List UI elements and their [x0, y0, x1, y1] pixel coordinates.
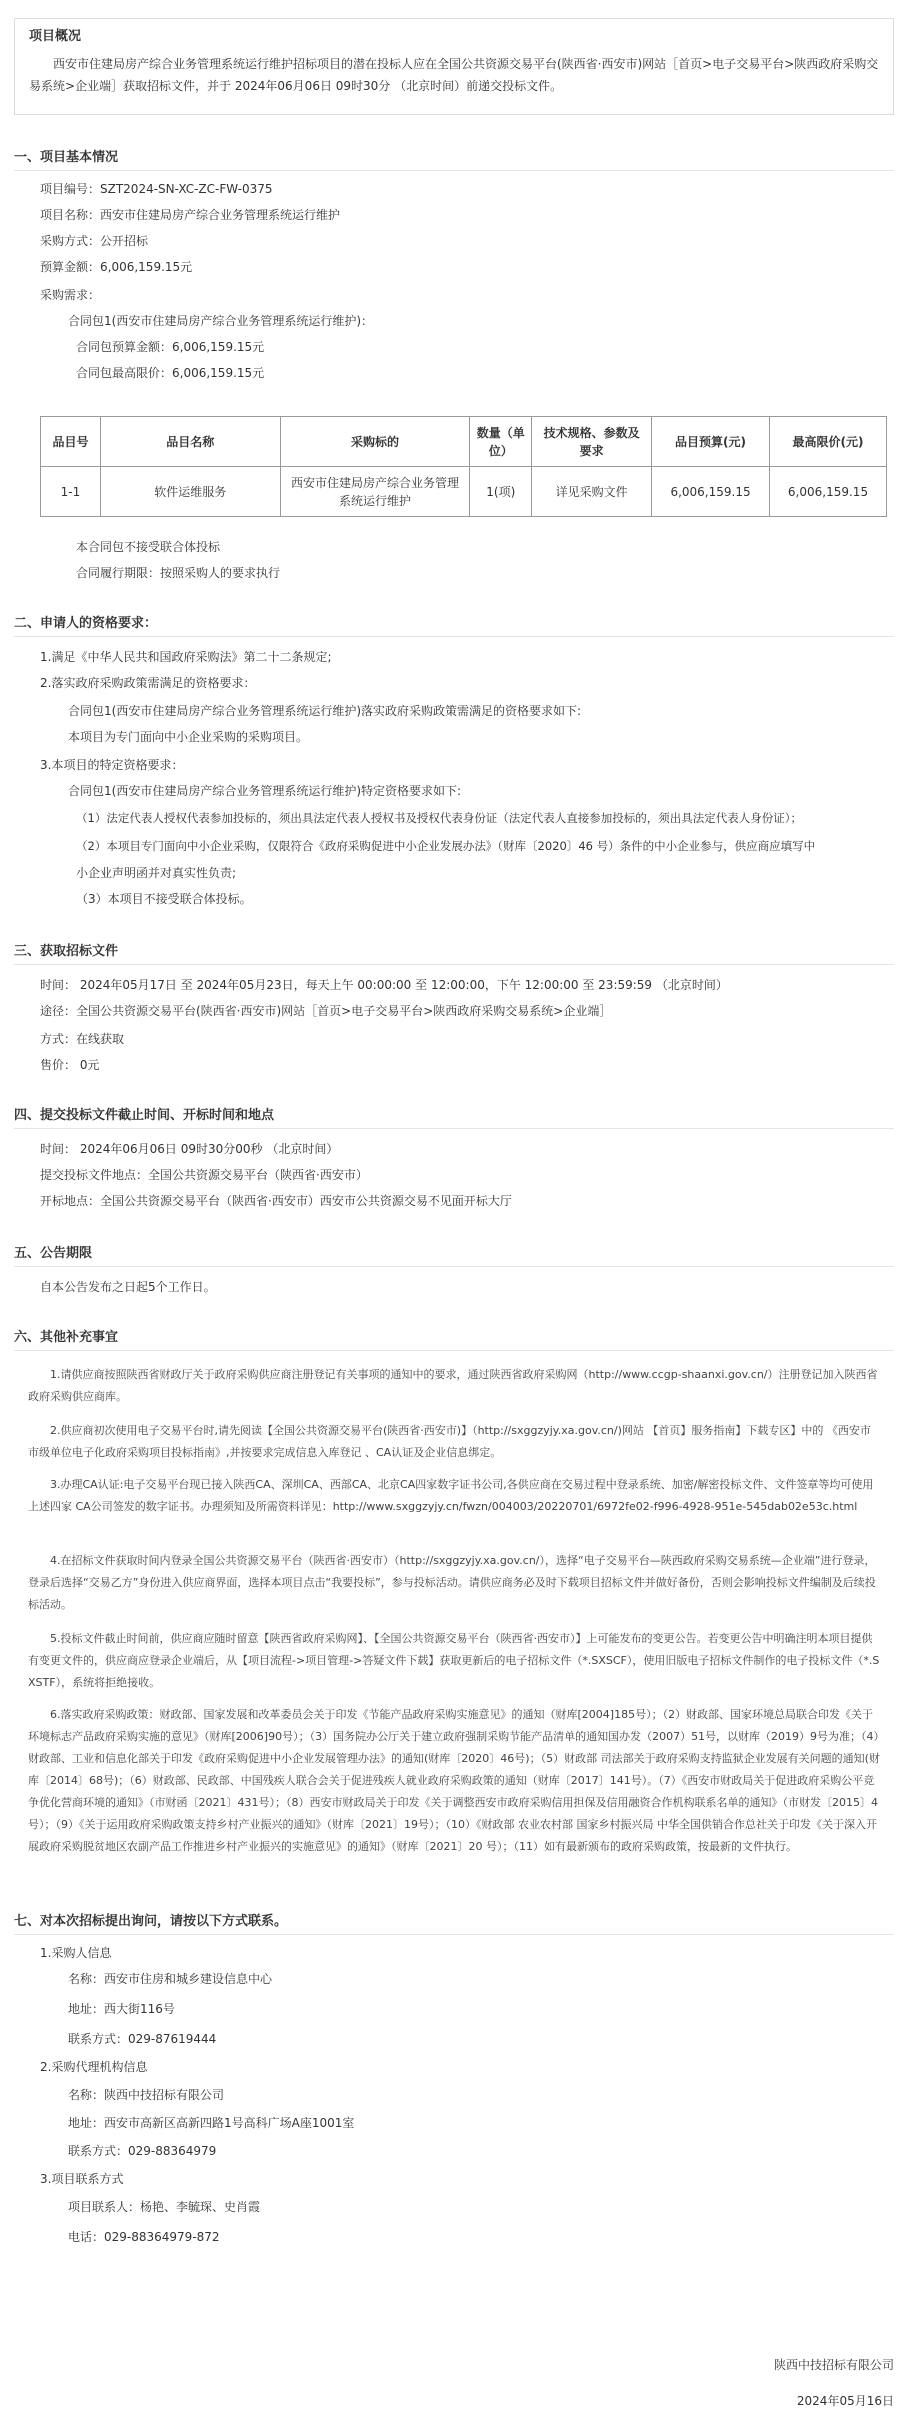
section-2-title: 二、申请人的资格要求： [14, 616, 158, 631]
section-divider [14, 1266, 894, 1267]
package-max-price: 合同包最高限价：6,006,159.15元 [76, 366, 265, 380]
qualification-item-3-b-line2: 小企业声明函并对真实性负责; [76, 866, 237, 880]
table-header: 品目预算(元) [652, 417, 770, 467]
opening-location: 开标地点：全国公共资源交易平台（陕西省·西安市）西安市公共资源交易不见面开标大厅 [40, 1194, 512, 1208]
qualification-item-2: 2.落实政府采购政策需满足的资格要求： [40, 676, 256, 690]
section-4-title: 四、提交投标文件截止时间、开标时间和地点 [14, 1108, 275, 1123]
qualification-item-3-c: （3）本项目不接受联合体投标。 [76, 892, 252, 906]
overview-title: 项目概况 [29, 29, 82, 44]
section-divider [14, 1128, 894, 1129]
supplement-item-1: 1.请供应商按照陕西省财政厅关于政府采购供应商注册登记有关事项的通知中的要求，通过陕西省政府采购网（http://www.ccgp-shaanxi.gov.cn/）注册登记加入陕西省政府采购供应商库。 [28, 1368, 878, 1403]
project-overview-box [14, 18, 894, 115]
submit-location: 提交投标文件地点：全国公共资源交易平台（陕西省·西安市） [40, 1168, 368, 1182]
procurement-demand: 采购需求： [40, 288, 101, 302]
section-divider [14, 636, 894, 637]
table-cell: 1-1 [41, 467, 101, 517]
table-row [41, 467, 887, 517]
obtain-mode: 方式：在线获取 [40, 1032, 125, 1046]
budget-amount: 预算金额：6,006,159.15元 [40, 260, 193, 274]
qualification-item-3-b-line1: （2）本项目专门面向中小企业采购，仅限符合《政府采购促进中小企业发展办法》（财库〔2020〕46 号）条件的中小企业参与，供应商应填写中 [76, 839, 816, 853]
table-cell: 软件运维服务 [100, 467, 280, 517]
supplement-item-5: 5.投标文件截止时间前，供应商应随时留意【陕西省政府采购网】、【全国公共资源交易平台（陕西省·西安市）】上可能发布的变更公告。若变更公告中明确注明本项目提供有变更文件的，供应商应登录企业端后，从【项目流程->项目管理->答疑文件下载】获取更新后的电子招标文件（*.SXSCF），使用旧版电子招标文件制作的电子投标文件（*.SXSTF），系统将拒绝接收。 [28, 1632, 880, 1689]
agent-info-title: 2.采购代理机构信息 [40, 2060, 148, 2074]
buyer-info-title: 1.采购人信息 [40, 1946, 112, 1960]
table-header: 采购标的 [280, 417, 470, 467]
section-6-title: 六、其他补充事宜 [14, 1330, 119, 1345]
agent-address: 地址：西安市高新区高新四路1号高科广场A座1001室 [68, 2116, 355, 2130]
table-cell: 1(项) [470, 467, 532, 517]
contract-period: 合同履行期限：按照采购人的要求执行 [76, 566, 281, 580]
qualification-item-2-package: 合同包1(西安市住建局房产综合业务管理系统运行维护)落实政府采购政策需满足的资格要求如下: [68, 704, 582, 718]
supplement-item-6: 6.落实政府采购政策：财政部、国家发展和改革委员会关于印发《节能产品政府采购实施意见》的通知（财库[2004]185号）；（2）财政部、国家环境总局联合印发《关于环境标志产品政府采购实施的意见》（财库[2006]90号）；（3）国务院办公厅关于建立政府强制采购节能产品清单的通知国办发（2007）51号，以财库（2019）9号为准；（4）财政部、工业和信息化部关于印发《政府采购促进中小企业发展管理办法》的通知(财库〔2020〕46号)；（5）财政部 司法部关于政府采购支持监狱企业发展有关问题的通知(财库〔2014〕68号)；（6）财政部、民政部、中国残疾人联合会关于促进残疾人就业政府采购政策的通知（财库〔2017〕141号）。（7）《西安市财政局关于促进政府采购公平竞争优化营商环境的通知》（市财函〔2021〕431号）；（8）西安市财政局关于印发《关于调整西安市政府采购信用担保及信用融资合作机构联系名单的通知》（市财发〔2015〕4号）；（9）《关于运用政府采购政策支持乡村产业振兴的通知》（财库〔2021〕19号）；（10）《财政部 农业农村部 国家乡村振兴局 中华全国供销合作总社关于印发《关于深入开展政府采购脱贫地区农副产品工作推进乡村产业振兴的实施意见》的通知》（财库〔2021〕20 号）；（11）如有最新颁布的政府采购政策，按最新的文件执行。 [28, 1708, 880, 1853]
buyer-phone: 联系方式：029-87619444 [68, 2032, 217, 2046]
table-cell: 6,006,159.15 [770, 467, 887, 517]
table-cell: 6,006,159.15 [652, 467, 770, 517]
overview-text: 西安市住建局房产综合业务管理系统运行维护招标项目的潜在投标人应在全国公共资源交易平台(陕西省·西安市)网站［首页>电子交易平台>陕西政府采购交易系统>企业端］获取招标文件，并于 2024年06月06日 09时30分 （北京时间）前递交投标文件。 [29, 56, 879, 93]
table-header: 品目号 [41, 417, 101, 467]
package-budget: 合同包预算金额：6,006,159.15元 [76, 340, 265, 354]
project-contact-people: 项目联系人：杨艳、李毓琛、史肖霞 [68, 2200, 261, 2214]
table-cell: 西安市住建局房产综合业务管理系统运行维护 [280, 467, 470, 517]
procurement-method: 采购方式：公开招标 [40, 234, 149, 248]
contract-package-title: 合同包1(西安市住建局房产综合业务管理系统运行维护)： [68, 314, 374, 328]
footer-company: 陕西中技招标有限公司 [773, 2358, 894, 2372]
table-header-row [41, 417, 887, 467]
qualification-item-3-a: （1）法定代表人授权代表参加投标的，须出具法定代表人授权书及授权代表身份证（法定代表人直接参加投标的，须出具法定代表人身份证）； [76, 811, 803, 825]
project-contact-title: 3.项目联系方式 [40, 2172, 124, 2186]
agent-phone: 联系方式：029-88364979 [68, 2144, 217, 2158]
project-number: 项目编号：SZT2024-SN-XC-ZC-FW-0375 [40, 182, 273, 196]
project-name: 项目名称：西安市住建局房产综合业务管理系统运行维护 [40, 208, 341, 222]
announcement-period: 自本公告发布之日起5个工作日。 [40, 1280, 216, 1294]
table-header: 最高限价(元) [770, 417, 887, 467]
table-cell: 详见采购文件 [532, 467, 652, 517]
section-3-title: 三、获取招标文件 [14, 944, 119, 959]
qualification-item-1: 1.满足《中华人民共和国政府采购法》第二十二条规定; [40, 650, 332, 664]
buyer-address: 地址：西大街116号 [68, 2002, 175, 2016]
footer-date: 2024年05月16日 [796, 2394, 894, 2408]
supplement-item-4: 4.在招标文件获取时间内登录全国公共资源交易平台（陕西省·西安市）（http://sxggzyjy.xa.gov.cn/），选择“电子交易平台—陕西政府采购交易系统—企业端”进行登录，登录后选择“交易乙方”身份进入供应商界面，选择本项目点击“我要投标”，参与投标活动。请供应商务必及时下载项目招标文件并做好备份，否则会影响投标文件编制及后续投标活动。 [28, 1554, 876, 1611]
section-divider [14, 170, 894, 171]
table-header: 技术规格、参数及要求 [532, 417, 652, 467]
qualification-item-3-package: 合同包1(西安市住建局房产综合业务管理系统运行维护)特定资格要求如下: [68, 784, 462, 798]
table-header: 品目名称 [100, 417, 280, 467]
supplement-item-2: 2.供应商初次使用电子交易平台时,请先阅读【全国公共资源交易平台(陕西省·西安市)】（http://sxggzyjy.xa.gov.cn/)网站 【首页】服务指南】下载专区】中的 《西安市市级单位电子化政府采购项目投标指南》,并按要求完成信息入库登记 、CA认证及企业信息绑定。 [28, 1424, 871, 1459]
procurement-items-table [40, 416, 887, 517]
project-contact-phone: 电话：029-88364979-872 [68, 2230, 220, 2244]
obtain-way: 途径：全国公共资源交易平台(陕西省·西安市)网站［首页>电子交易平台>陕西政府采购交易系统>企业端］ [40, 1004, 612, 1018]
section-7-title: 七、对本次招标提出询问，请按以下方式联系。 [14, 1914, 288, 1929]
qualification-item-2-text: 本项目为专门面向中小企业采购的采购项目。 [68, 730, 309, 744]
no-consortium-note: 本合同包不接受联合体投标 [76, 540, 221, 554]
buyer-name: 名称：西安市住房和城乡建设信息中心 [68, 1972, 273, 1986]
section-1-title: 一、项目基本情况 [14, 150, 119, 165]
section-divider [14, 964, 894, 965]
section-divider [14, 1934, 894, 1935]
section-divider [14, 1350, 894, 1351]
agent-name: 名称：陕西中技招标有限公司 [68, 2088, 225, 2102]
deadline-time: 时间： 2024年06月06日 09时30分00秒 （北京时间） [40, 1142, 339, 1156]
obtain-price: 售价： 0元 [40, 1058, 100, 1072]
supplement-item-3: 3.办理CA认证:电子交易平台现已接入陕西CA、深圳CA、西部CA、北京CA四家数字证书公司,各供应商在交易过程中登录系统、加密/解密投标文件、文件签章等均可使用上述四家 CA公司签发的数字证书。办理须知及所需资料详见：http://www.sxggzyjy.cn/fwzn/004003/20220701/6972fe02-f996-4928-951e-545dab02e53c.html [28, 1478, 874, 1513]
obtain-time: 时间： 2024年05月17日 至 2024年05月23日，每天上午 00:00:00 至 12:00:00，下午 12:00:00 至 23:59:59 （北京时间） [40, 978, 728, 992]
section-5-title: 五、公告期限 [14, 1246, 93, 1261]
qualification-item-3: 3.本项目的特定资格要求： [40, 758, 184, 772]
table-header: 数量（单位） [470, 417, 532, 467]
